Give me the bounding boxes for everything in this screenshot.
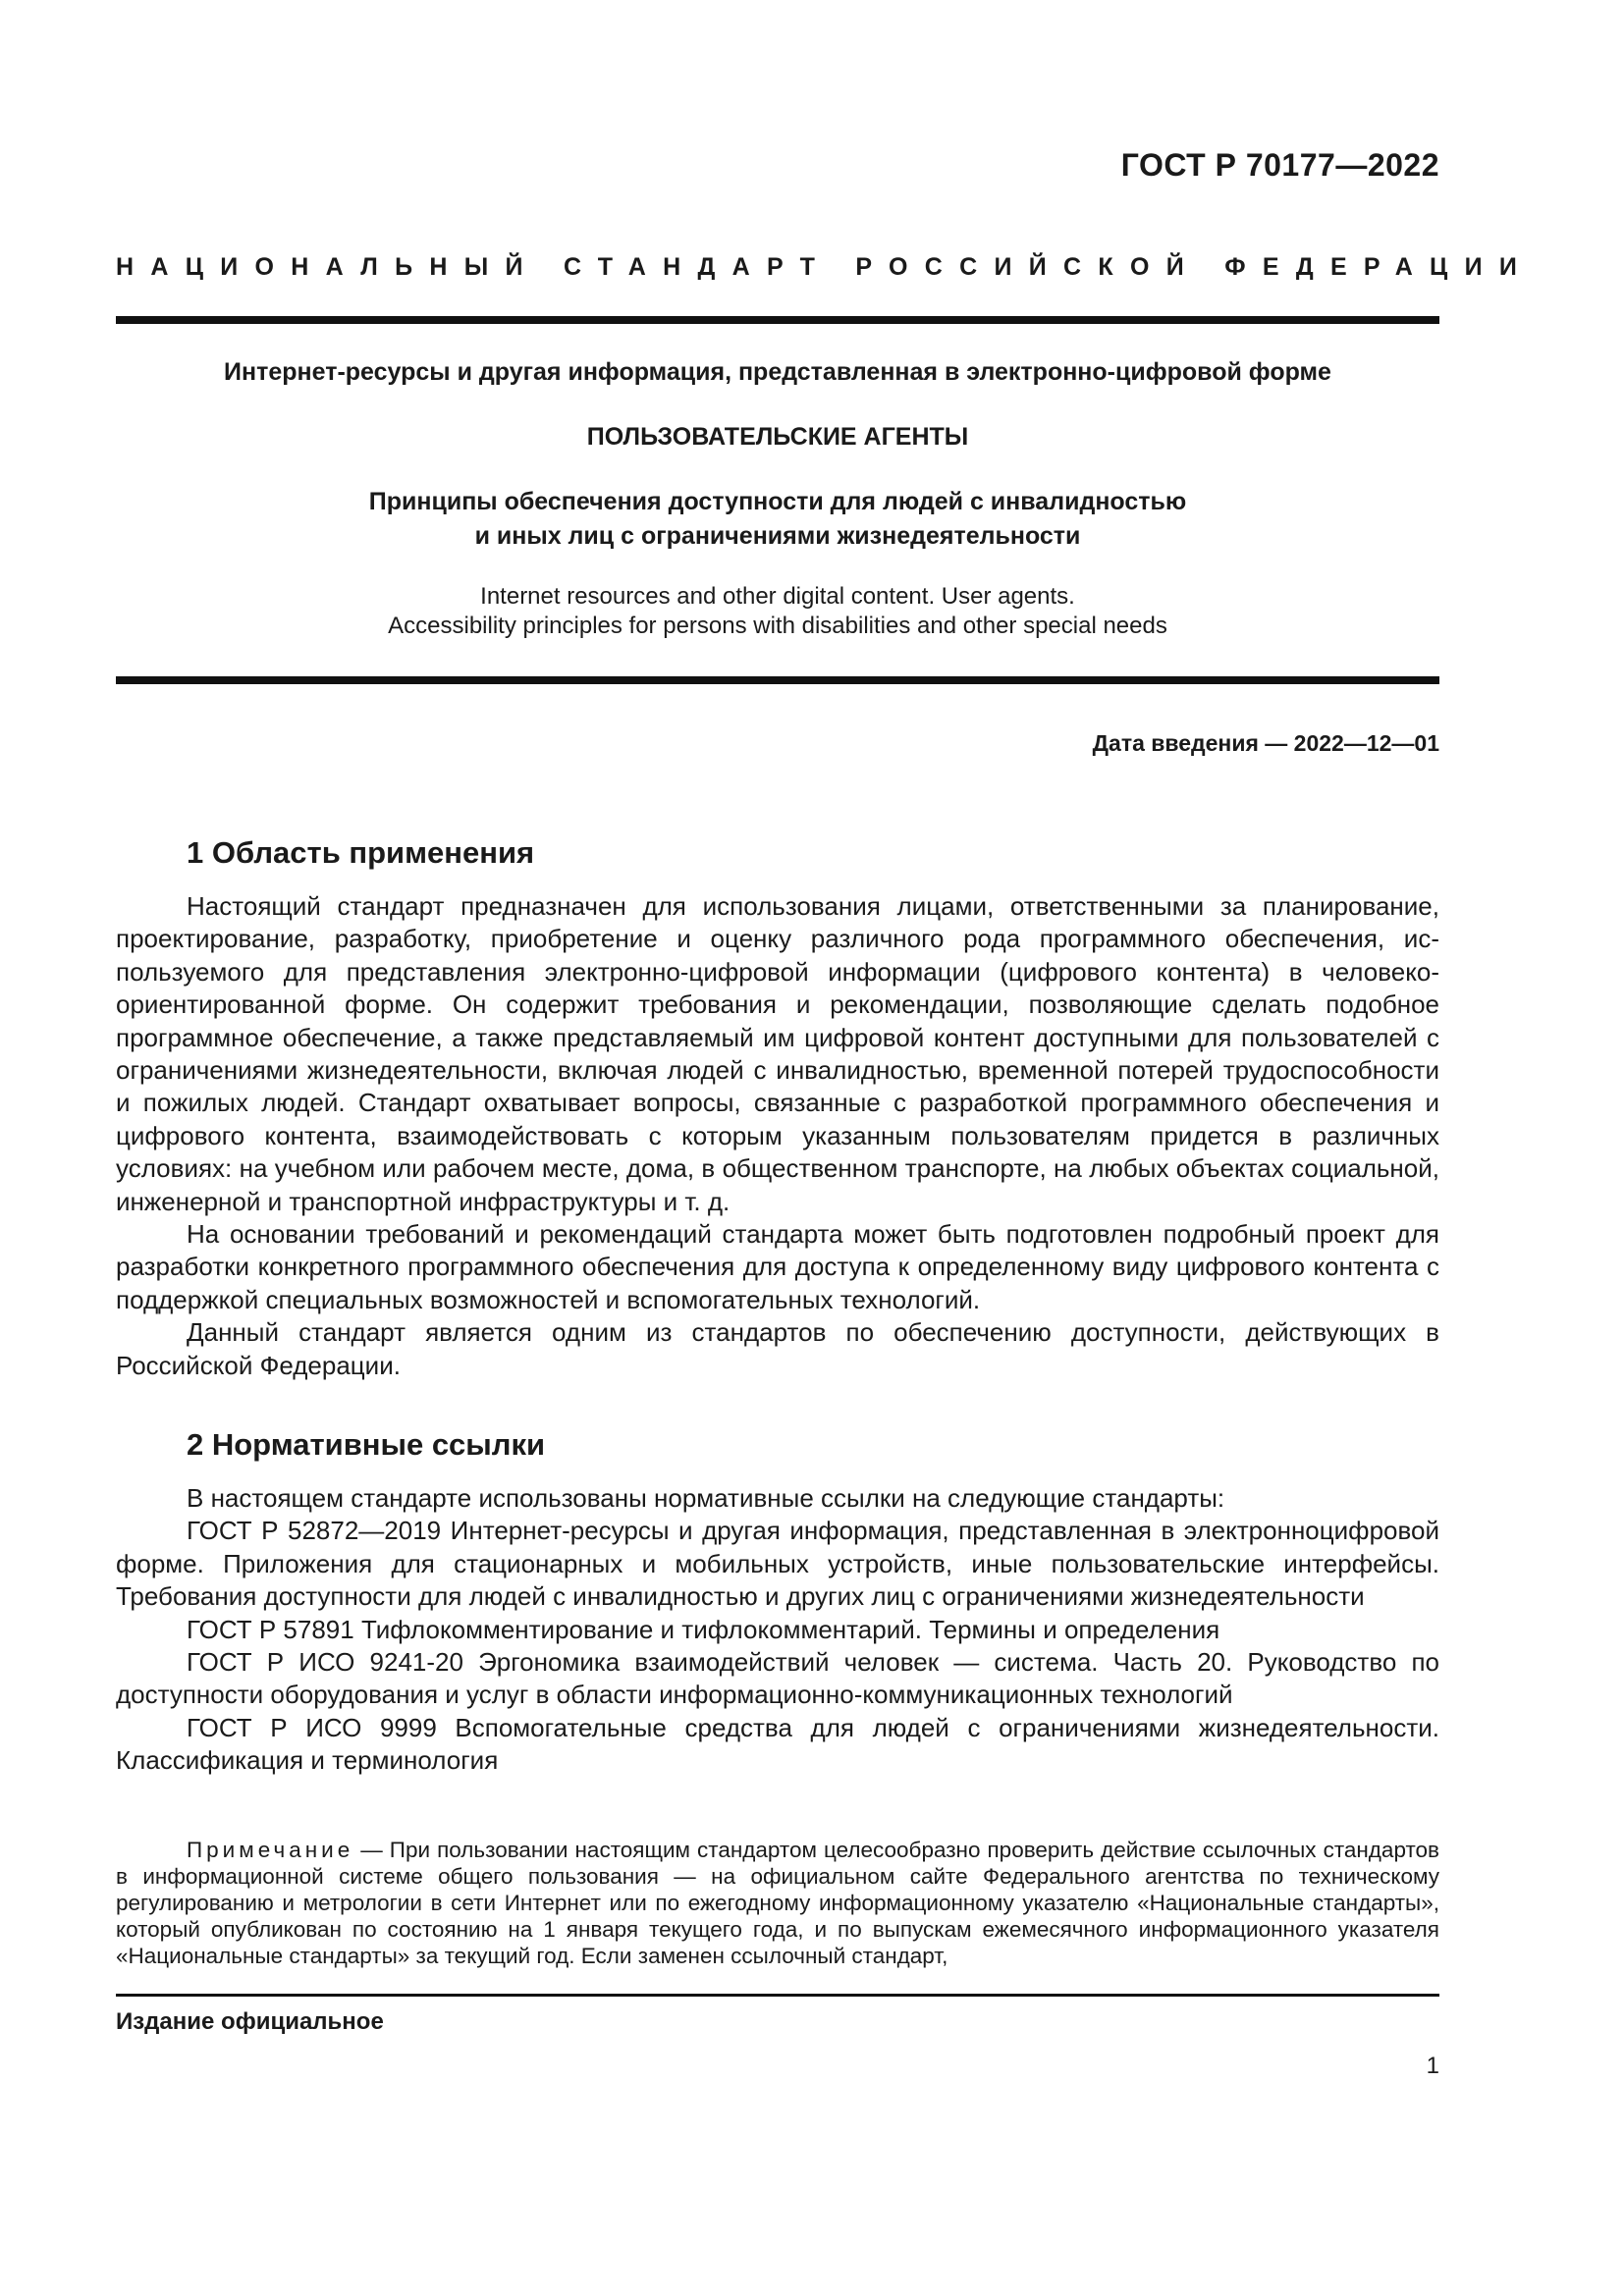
page-number: 1 <box>1426 2053 1439 2079</box>
section-2-body <box>116 1482 1439 1778</box>
reference-gost-57891: ГОСТ Р 57891 Тифлокомментирование и тифлокомментарий. Термины и определения <box>187 1614 1220 1644</box>
title-block-rule <box>116 676 1439 684</box>
section-1-paragraph-1: Настоящий стандарт предназначен для использования лицами, ответственными за планирование, проектирование, разработку, приобретение и оценку различного рода программного обеспечения, используемого для представления электронно-цифровой информации (цифрового контента) в человекоориентированной форме. Он содержит требования и рекомендации, позволяющие сделать подобное программное обеспечение, а также представляемый им цифровой контент доступными для пользователей с ограничениями жизнедеятельности, включая людей с инвалидностью, временной потерей трудоспособности и пожилых людей. Стандарт охватывает вопросы, связанные с разработкой программного обеспечения и цифрового контента, взаимодействовать с которым указанным пользователям придется в различных условиях: на учебном или рабочем месте, дома, в общественном транспорте, на любых объектах социальной, инженерной и транспортной инфраструктуры и т. д. <box>116 891 1439 1216</box>
reference-gost-52872: ГОСТ Р 52872—2019 Интернет-ресурсы и другая информация, представленная в электронноцифровой форме. Приложения для стационарных и мобильных устройств, иные пользовательские интерфейсы. Требования доступности для людей с инвалидностью и других лиц с ограничениями жизнедеятельности <box>116 1516 1439 1612</box>
note-label: Примечание <box>187 1838 354 1862</box>
official-edition-label: Издание официальное <box>116 2008 384 2035</box>
note-paragraph <box>116 1837 1439 1969</box>
section-2-heading: 2 Нормативные ссылки <box>187 1427 546 1462</box>
note-block <box>116 1837 1439 1969</box>
standard-subtitle: ПОЛЬЗОВАТЕЛЬСКИЕ АГЕНТЫ <box>586 423 969 451</box>
section-1-heading: 1 Область применения <box>187 835 535 870</box>
footer-rule <box>116 1994 1439 1997</box>
english-title-line-2: Accessibility principles for persons with disabilities and other special needs <box>388 613 1167 639</box>
document-number: ГОСТ Р 70177—2022 <box>1120 147 1439 183</box>
top-rule <box>116 316 1439 324</box>
reference-gost-iso-9999: ГОСТ Р ИСО 9999 Вспомогательные средства для людей с ограничениями жизнедеятельности. Классификация и терминология <box>116 1712 1439 1776</box>
references-intro: В настоящем стандарте использованы нормативные ссылки на следующие стандарты: <box>187 1483 1225 1513</box>
section-1-body <box>116 890 1439 1382</box>
introduction-date: Дата введения — 2022—12—01 <box>1092 730 1439 756</box>
note-text: — При пользовании настоящим стандартом целесообразно проверить действие ссылочных стандартов в информационной системе общего пользования — на официальном сайте Федерального агентства по техническому регулированию и метрологии в сети Интернет или по ежегодному информационному указателю «Национальные стандарты», который опубликован по состоянию на 1 января текущего года, и по выпускам ежемесячного информационного указателя «Национальные стандарты» за текущий год. Если заменен ссылочный стандарт, <box>116 1838 1439 1968</box>
section-1-paragraph-2: На основании требований и рекомендаций стандарта может быть подготовлен подробный проект для разработки конкретного программного обеспечения для доступа к определенному виду цифрового контента с поддержкой специальных возможностей и вспомогательных технологий. <box>116 1219 1439 1314</box>
reference-gost-iso-9241-20: ГОСТ Р ИСО 9241-20 Эргономика взаимодействий человек — система. Часть 20. Руководство по доступности оборудования и услуг в области информационно-коммуникационных технологий <box>116 1647 1439 1710</box>
standard-title: Интернет-ресурсы и другая информация, представленная в электронно-цифровой форме <box>224 358 1331 386</box>
english-title-line-1: Internet resources and other digital content. User agents. <box>480 583 1075 610</box>
section-1-paragraph-3: Данный стандарт является одним из стандартов по обеспечению доступности, действующих в Российской Федерации. <box>116 1317 1439 1380</box>
standard-subject-line-1: Принципы обеспечения доступности для людей с инвалидностью <box>368 488 1187 515</box>
standard-subject-line-2: и иных лиц с ограничениями жизнедеятельности <box>474 522 1081 550</box>
national-standard-title: НАЦИОНАЛЬНЫЙ СТАНДАРТ РОССИЙСКОЙ ФЕДЕРАЦИИ <box>116 253 1535 281</box>
